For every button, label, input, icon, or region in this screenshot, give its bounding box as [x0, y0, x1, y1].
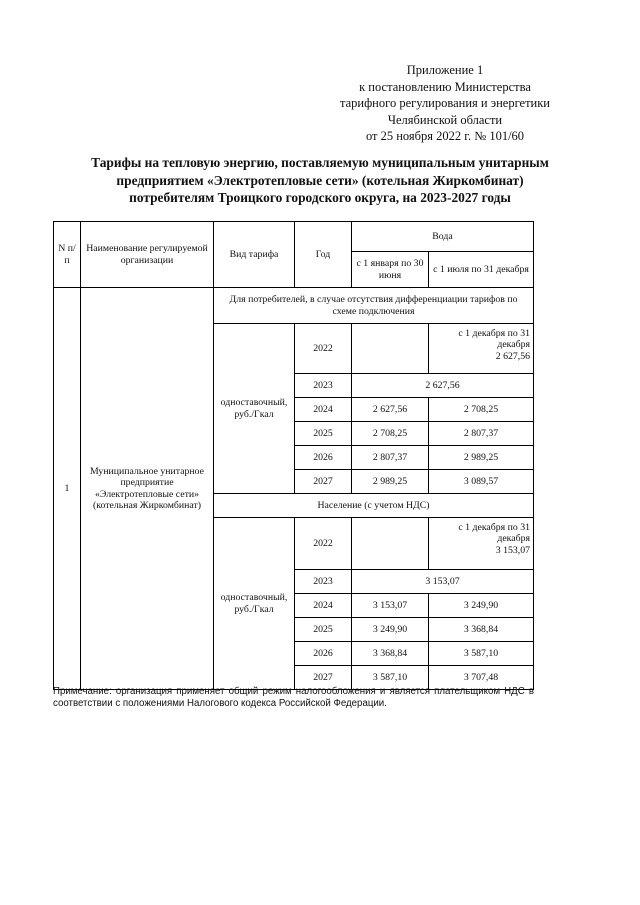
row-number: 1 — [54, 288, 81, 690]
year-cell: 2022 — [295, 518, 352, 570]
year-cell: 2027 — [295, 666, 352, 690]
value-cell: 2 989,25 — [352, 470, 429, 494]
value-cell: 3 368,84 — [429, 618, 534, 642]
year-cell: 2023 — [295, 374, 352, 398]
appendix-line: от 25 ноября 2022 г. № 101/60 — [365, 129, 525, 144]
value-cell: 3 587,10 — [352, 666, 429, 690]
appendix-line: тарифного регулирования и энергетики — [339, 96, 551, 111]
value-cell — [429, 518, 534, 570]
year-cell: 2026 — [295, 642, 352, 666]
tariff-type: одноставочный, руб./Гкал — [214, 518, 295, 690]
header-tariff-type: Вид тарифа — [214, 222, 295, 288]
period-value: 2 627,56 — [495, 350, 531, 362]
value-cell: 3 368,84 — [352, 642, 429, 666]
organization-name: Муниципальное унитарное предприятие «Электротепловые сети» (котельная Жиркомбинат) — [81, 288, 214, 690]
value-cell: 2 807,37 — [429, 422, 534, 446]
appendix-block — [315, 62, 575, 145]
value-cell: 2 627,56 — [352, 398, 429, 422]
header-period-1: с 1 января по 30 июня — [352, 252, 429, 288]
period-value: 3 153,07 — [495, 544, 531, 556]
appendix-line: Челябинской области — [387, 112, 503, 127]
year-cell: 2025 — [295, 422, 352, 446]
title-line: Тарифы на тепловую энергию, поставляемую муниципальным унитарным — [91, 155, 549, 170]
period-note: с 1 декабря по 31 декабря — [458, 522, 531, 545]
value-cell: 3 153,07 — [352, 594, 429, 618]
value-cell: 3 249,90 — [429, 594, 534, 618]
year-cell: 2027 — [295, 470, 352, 494]
value-cell: 3 587,10 — [429, 642, 534, 666]
value-cell: 3 249,90 — [352, 618, 429, 642]
header-period-2: с 1 июля по 31 декабря — [429, 252, 534, 288]
header-organization: Наименование регулируемой организации — [81, 222, 214, 288]
year-cell: 2024 — [295, 594, 352, 618]
value-cell — [429, 324, 534, 374]
title-line: потребителям Троицкого городского округа, на 2023-2027 годы — [129, 190, 511, 206]
value-cell: 2 989,25 — [429, 446, 534, 470]
period-note: с 1 декабря по 31 декабря — [458, 328, 531, 351]
value-cell: 2 708,25 — [429, 398, 534, 422]
footnote: Примечание: организация применяет общий режим налогообложения и является плательщиком НДС в соответствии с положениями Налогового кодекса Российской Федерации. — [53, 686, 534, 710]
header-year: Год — [295, 222, 352, 288]
table-row — [54, 288, 534, 324]
value-cell: 2 627,56 — [352, 374, 534, 398]
tariff-table — [53, 221, 534, 690]
year-cell: 2024 — [295, 398, 352, 422]
section-label: Население (с учетом НДС) — [214, 494, 534, 518]
year-cell: 2023 — [295, 570, 352, 594]
tariff-type: одноставочный, руб./Гкал — [214, 324, 295, 494]
value-cell — [352, 324, 429, 374]
title-line: предприятием «Электротепловые сети» (котельная Жиркомбинат) — [116, 172, 524, 188]
value-cell — [352, 518, 429, 570]
header-num: N п/п — [54, 222, 81, 288]
year-cell: 2026 — [295, 446, 352, 470]
value-cell: 3 707,48 — [429, 666, 534, 690]
year-cell: 2025 — [295, 618, 352, 642]
appendix-line: Приложение 1 — [406, 63, 484, 77]
value-cell: 3 153,07 — [352, 570, 534, 594]
value-cell: 3 089,57 — [429, 470, 534, 494]
appendix-line: к постановлению Министерства — [359, 79, 531, 94]
header-water: Вода — [352, 222, 534, 252]
section-label: Для потребителей, в случае отсутствия дифференциации тарифов по схеме подключения — [214, 288, 534, 324]
value-cell: 2 708,25 — [352, 422, 429, 446]
table-header-row — [54, 222, 534, 252]
year-cell: 2022 — [295, 324, 352, 374]
document-title — [40, 154, 600, 207]
value-cell: 2 807,37 — [352, 446, 429, 470]
